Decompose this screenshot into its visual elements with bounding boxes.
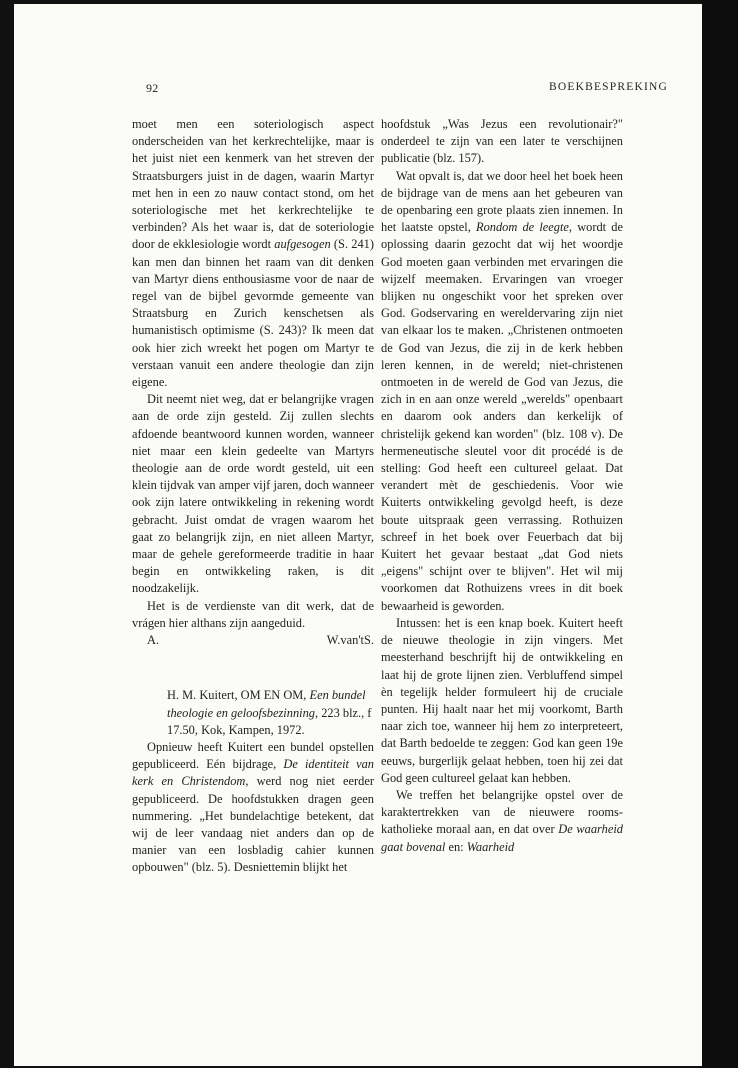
emphasis: De waarheid gaat bovenal [381, 822, 623, 854]
left-column [132, 116, 374, 877]
review-signature [132, 632, 374, 649]
emphasis: De identiteit van kerk en Christendom, [132, 757, 374, 789]
book-title: Een bundel theologie en geloofsbezinning, [167, 688, 366, 720]
paragraph: moet men een soteriologisch aspect onderscheiden van het kerkrechtelijke, maar is het juist niet een kenmerk van het streven der Straatsburgers juist in de dagen, waarin Martyr met hen in een zo nauw contact stond, om het soteriologische met het kerkrechtelijke te verbinden? Als het waar is, dat de soteriologie door de ekklesiologie wordt aufgesogen (S. 241) kan men dan binnen het raam van dit denken van Martyr diens enthousiasme voor de naar de regel van de bijbel gevormde gemeente van Straatsburg en Zurich kenschetsen als humanistisch optimisme (S. 243)? Ik meen dat ook hier zich wreekt het pogen om Martyr te verstaan vanuit een andere theologie dan zijn eigene. [132, 117, 374, 390]
signature-initial: A. [147, 633, 160, 648]
emphasis: Waarheid [466, 839, 515, 854]
paragraph: Intussen: het is een knap boek. Kuitert heeft de nieuwe theologie in zijn vingers. Met meesterhand beschrijft hij de ontwikkeling en laat hij de grote lijnen zien. Verbluffend simpel èn tegelijk helder formuleert hij de cruciale punten. Hij haalt naar het mij voorkomt, Barth naar zich toe, wanneer hij hem zo interpreteert, dat Barth bedoelde te zeggen: God kan geen 19e eeuws, burgerlijk gelaat hebben, toen hij zei dat God geen cultureel gelaat kan hebben. [381, 615, 623, 785]
emphasis: Rondom de leegte, [476, 220, 573, 235]
paragraph: Het is de verdienste van dit werk, dat de vrágen hier althans zijn aangeduid. [132, 598, 374, 630]
paragraph: Wat opvalt is, dat we door heel het boek heen de bijdrage van de mens aan het gebeuren van de openbaring een grote plaats zien innemen. In het laatste opstel, Rondom de leegte, wordt de oplossing daarin gezocht dat wij het woordje God moeten gaan verbinden met ervaringen die wijzelf meemaken. Ervaringen van vroeger blijken nu ongeschikt voor het spreken over God. Godservaring en wereldervaring zijn niet van elkaar los te maken. „Christenen ontmoeten de God van Jezus, die zij in de kerk hebben leren kennen, in de wereld; niet-christenen ontmoeten in de wereld de God van Jezus, die zich in en aan onze wereld „werelds" openbaart en daarom ook anders dan kerkelijk of christelijk gekend kan worden" (blz. 108 v). De hermeneutische sleutel voor dit procédé is de stelling: God heeft een cultureel gelaat. Dat verandert mèt de geschiedenis. Voor wie Kuiterts ontwikkeling gevolgd heeft, is deze boute uitspraak geen verrassing. Rothuizen schreef in het boek over Feuerbach dat bij Kuitert het gevaar bestaat „dat God niets „eigens" schijnt over te blijven". Het wil mij voorkomen dat Rothuizens vrees in dit boek bewaarheid is geworden. [381, 168, 623, 613]
paragraph: Dit neemt niet weg, dat er belangrijke vragen aan de orde zijn gesteld. Zij zullen slechts afdoende beantwoord kunnen worden, wanneer niet maar een klein gedeelte van Martyrs theologie aan de orde wordt gesteld, uit een klein tijdvak van amper vijf jaren, doch wanneer ook zijn latere ontwikkeling in rekening wordt gebracht. Juist omdat de vragen waarom het gaat zo belangrijk zijn, en niet alleen Martyr, maar de gehele gereformeerde traditie in haar begin en ontwikkeling raken, is dit noodzakelijk. [132, 392, 374, 596]
page-number: 92 [146, 81, 159, 95]
paragraph: We treffen het belangrijke opstel over de karaktertrekken van de nieuwere rooms-katholieke moraal aan, en dat over De waarheid gaat bovenal en: Waarheid [381, 787, 623, 854]
running-head: BOEKBESPREKING [548, 81, 668, 93]
right-column [381, 116, 623, 856]
emphasis: aufgesogen [274, 237, 331, 252]
book-citation: H. M. Kuitert, OM EN OM, Een bundel theologie en geloofsbezinning, 223 blz., f 17.50, Kok, Kampen, 1972. [167, 688, 372, 737]
scan-edge [702, 0, 738, 1068]
paragraph: hoofdstuk „Was Jezus een revolutionair?" onderdeel te zijn van een later te verschijnen publicatie (blz. 157). [381, 117, 623, 166]
signature-name: W.van'tS. [326, 633, 374, 648]
paragraph: Opnieuw heeft Kuitert een bundel opstellen gepubliceerd. Eén bijdrage, De identiteit van kerk en Christendom, werd nog niet eerder gepubliceerd. De hoofdstukken dragen geen nummering. „Het bundelachtige betekent, dat wij de leer vandaag niet anders dan op de manier van een losbladig cahier kunnen opbouwen" (blz. 5). Desniettemin blijkt het [132, 739, 374, 875]
